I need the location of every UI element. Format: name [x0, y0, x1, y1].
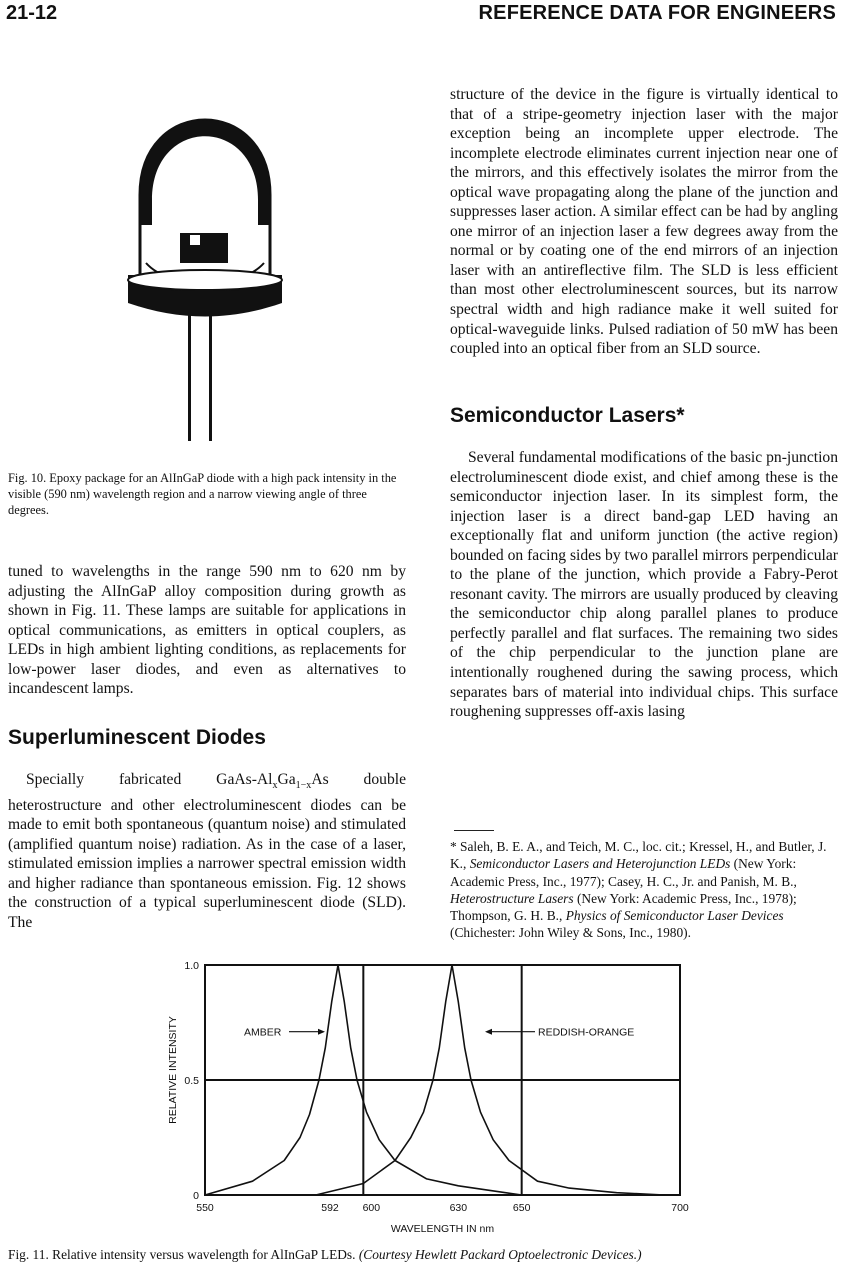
footnote-title: Semiconductor Lasers and Heterojunction LEDs: [469, 856, 731, 872]
figure11-caption-text: Fig. 11. Relative intensity versus wavelength for AlInGaP LEDs.: [8, 1247, 359, 1262]
series-label-amber: AMBER: [244, 1026, 282, 1039]
right-column: [450, 85, 838, 359]
y-tick-label: 0: [193, 1190, 199, 1202]
left-column: [8, 562, 406, 699]
footnote-text: (New York: Academic Press, Inc., 1977); Casey, H. C., Jr. and Panish, M. B.,: [450, 856, 797, 889]
section-heading-semiconductor-lasers: Semiconductor Lasers*: [450, 404, 685, 427]
spectrum-chart: [0, 950, 848, 1240]
footnote-text: (Chichester: John Wiley & Sons, Inc., 1980).: [450, 925, 691, 941]
footnote-text: * Saleh, B. E. A., and Teich, M. C., loc. cit.; Kressel, H., and Butler, J. K.,: [450, 839, 827, 872]
figure10-caption: Fig. 10. Epoxy package for an AlInGaP diode with a high pack intensity in the visible (590 nm) wavelength region and a narrow viewing angle of three degrees.: [8, 471, 397, 517]
y-tick-label: 1.0: [184, 960, 199, 972]
figure11-caption-credit: (Courtesy Hewlett Packard Optoelectronic Devices.): [358, 1247, 642, 1262]
left-paragraph-2: [8, 770, 406, 932]
right-paragraph-2: Several fundamental modifications of the basic pn-junction electroluminescent diode exist, and chief among these is the semiconductor injection laser. In its simplest form, the injection laser is a direct band-gap LED having an exceptionally flat and uniform junction (the active region) bounded on facing sides by two parallel mirrors perpendicular to the plane of the junction, which provide a Fabry-Perot resonant cavity. The mirrors are usually produced by cleaving the semiconductor chip along parallel planes to produce perfectly parallel and flat surfaces. The remaining two sides of the chip perpendicular to the junction plane are intentionally roughened during the sawing process, which separates bars of material into individual chips. This surface roughening suppresses off-axis lasing: [450, 449, 838, 721]
y-tick-label: 0.5: [184, 1075, 199, 1087]
para-text: As double heterostructure and other electroluminescent diodes can be made to emit both spontaneous (quantum noise) and stimulated (amplified quantum noise) radiation. As in the case of a laser, stimulated emission implies a narrower spectral emission width and higher radiance than spontaneous emission. Fig. 12 shows the construction of a typical superluminescent diode (SLD). The: [8, 771, 406, 931]
section-heading-superluminescent: Superluminescent Diodes: [8, 726, 266, 749]
series-label-reddish-orange: REDDISH-ORANGE: [538, 1026, 635, 1039]
x-tick-label: 592: [321, 1202, 339, 1214]
x-tick-label: 550: [196, 1202, 214, 1214]
y-axis-label: RELATIVE INTENSITY: [167, 1016, 179, 1124]
footnote-title: Heterostructure Lasers: [450, 890, 574, 906]
footnote-rule: [454, 830, 494, 831]
right-paragraph-2-wrap: [450, 448, 838, 722]
right-paragraph-1: structure of the device in the figure is virtually identical to that of a stripe-geometry injection laser with the major exception being an incomplete upper electrode. The incomplete electrode eliminates current injection near one of the mirrors, and this effectively isolates the mirror from the optical wave propagating along the plane of the junction and suppresses laser action. A similar effect can be had by angling one mirror of an injection laser a few degrees away from the normal or by coating one of the end mirrors of an injection laser with an antireflective film. The SLD is less efficient than most other electroluminescent sources, but its narrow spectral width and high radiance make it well suited for optical-waveguide links. Pulsed radiation of 50 mW has been coupled into an optical fiber from an SLD source.: [450, 86, 838, 358]
footnote: [450, 838, 840, 942]
annotation-arrow-head: [485, 1029, 492, 1035]
figure11-caption: [8, 1246, 844, 1263]
subscript-x: x: [272, 780, 278, 792]
left-paragraph-1: tuned to wavelengths in the range 590 nm to 620 nm by adjusting the AlInGaP alloy composition during growth as shown in Fig. 11. These lamps are suitable for applications in optical communications, as emitters in optical couplers, as LEDs in high ambient lighting conditions, as replacements for low-power laser diodes, and even as alternatives to incandescent lamps.: [8, 563, 406, 698]
page-number: 21-12: [6, 2, 58, 24]
led-package-illustration: [110, 85, 300, 445]
x-tick-label: 630: [449, 1202, 468, 1214]
led-reflector-cup: [180, 233, 228, 263]
led-lead-left: [188, 313, 191, 441]
annotation-arrow-head: [318, 1029, 325, 1035]
footnote-title: Physics of Semiconductor Laser Devices: [565, 908, 784, 924]
x-tick-label: 600: [362, 1202, 381, 1214]
footnote-text: (New York: Academic Press, Inc., 1978); Thompson, G. H. B.,: [450, 890, 797, 924]
x-tick-label: 700: [671, 1202, 689, 1214]
led-lead-right: [209, 313, 212, 441]
subscript-1-x: 1−x: [295, 780, 312, 792]
running-title: REFERENCE DATA FOR ENGINEERS: [478, 2, 836, 24]
para-text: Specially fabricated GaAs-Al: [26, 771, 273, 788]
x-axis-label: WAVELENGTH IN nm: [390, 1223, 495, 1235]
para-text: Ga: [277, 771, 296, 788]
x-tick-label: 650: [512, 1202, 531, 1214]
